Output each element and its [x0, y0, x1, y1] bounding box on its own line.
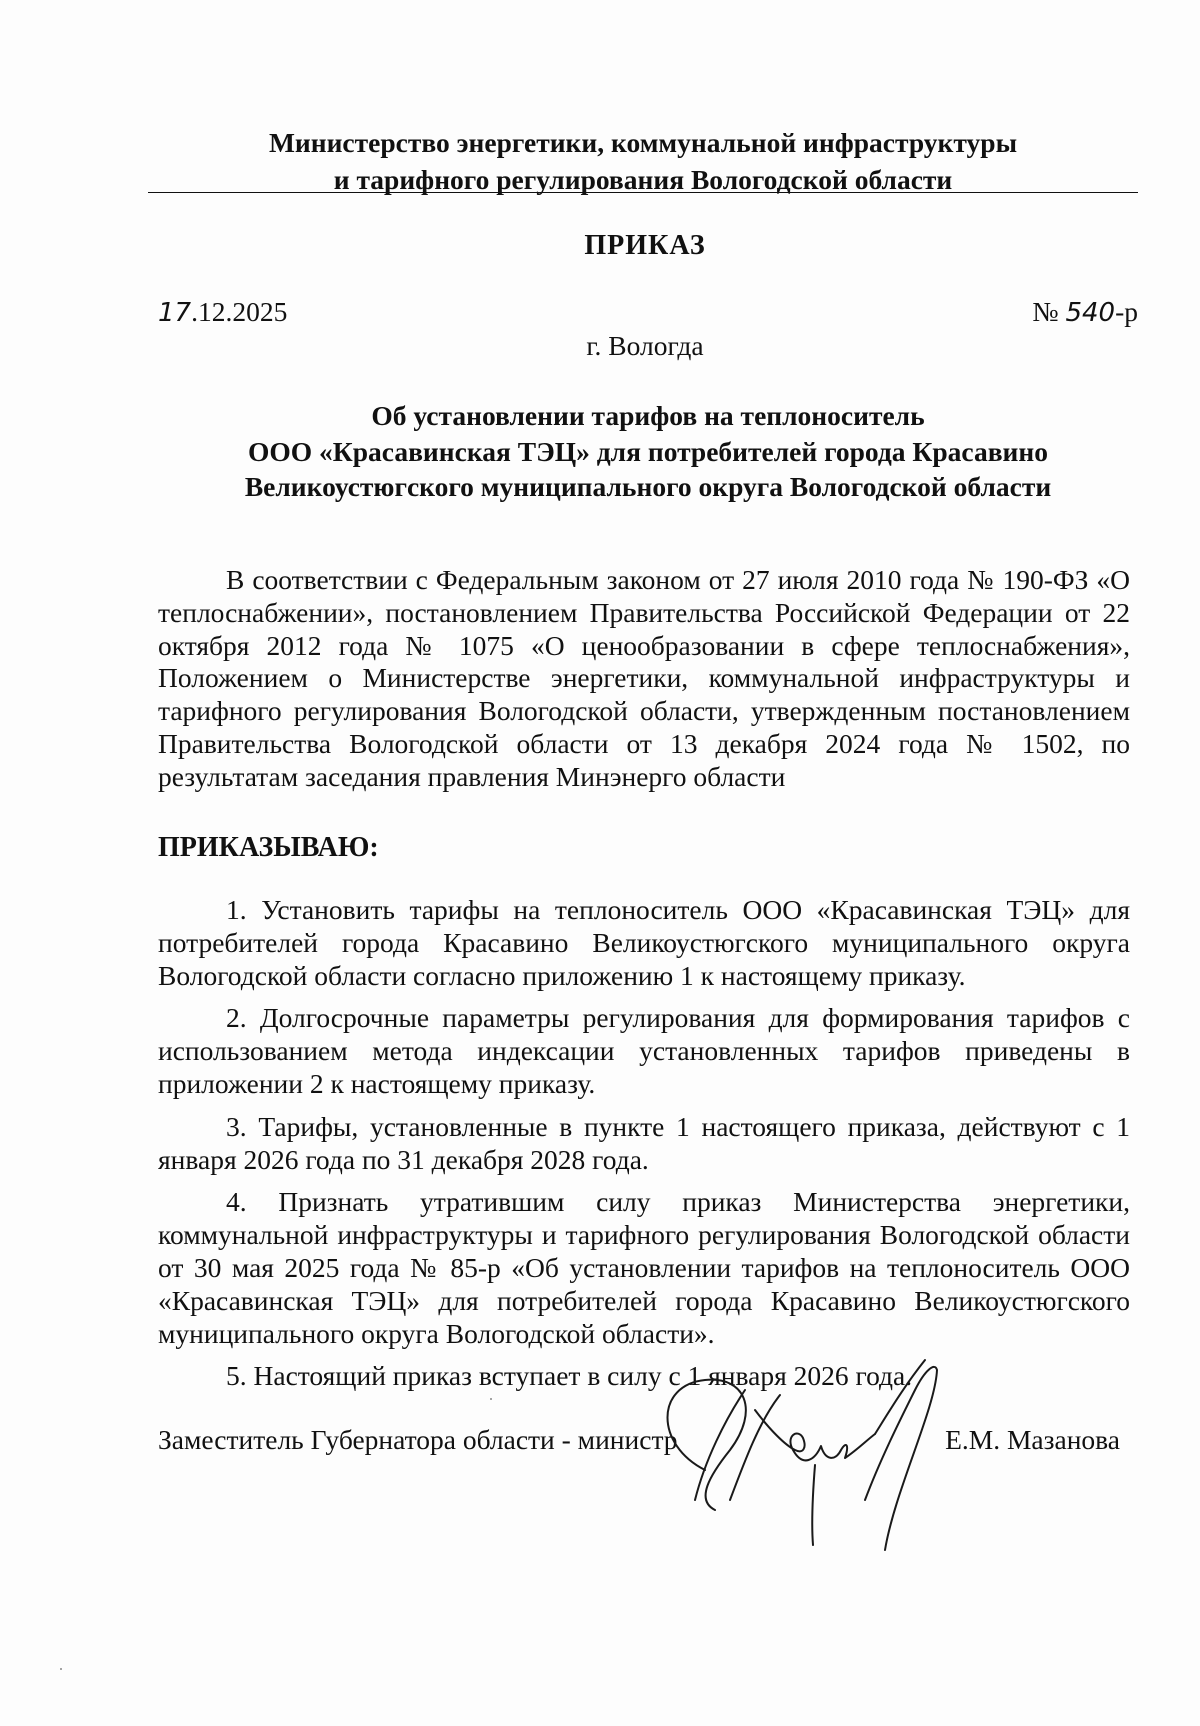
signature-stroke-4 — [875, 1360, 925, 1434]
order-item-1: 1. Установить тарифы на теплоноситель ООО «Красавинская ТЭЦ» для потребителей города Красавино Великоустюгского муниципального округа Вологодской области согласно приложению 1 к настоящему приказу. — [158, 894, 1130, 991]
city: г. Вологда — [586, 330, 704, 361]
signature-stroke-1 — [695, 1390, 745, 1500]
order-item-4: 4. Признать утратившим силу приказ Министерства энергетики, коммунальной инфраструктуры и тарифного регулирования Вологодской области от 30 мая 2025 года № 85-р «Об установлении тарифов на теплоноситель ООО «Красавинская ТЭЦ» для потребителей города Красавино Великоустюгского муниципального округа Вологодской области». — [158, 1186, 1130, 1349]
signer-role: Заместитель Губернатора области - министр — [158, 1424, 678, 1455]
document-date — [158, 296, 287, 328]
document-type: ПРИКАЗ — [584, 230, 706, 261]
title-line-1: Об установлении тарифов на теплоноситель — [371, 400, 925, 431]
document-title — [158, 398, 1138, 505]
number-suffix: -р — [1115, 296, 1138, 327]
order-item-5: 5. Настоящий приказ вступает в силу с 1 января 2026 года. — [226, 1360, 913, 1392]
title-line-3: Великоустюгского муниципального округа Вологодской области — [244, 471, 1052, 502]
date-rest: .12.2025 — [191, 296, 288, 327]
signature-stroke-3 — [755, 1410, 875, 1460]
handwritten-number: 540 — [1065, 298, 1116, 328]
issuer-line-2: и тарифного регулирования Вологодской области — [333, 164, 953, 195]
document-number — [1032, 296, 1138, 328]
order-items — [158, 894, 1130, 1403]
order-heading: ПРИКАЗЫВАЮ: — [158, 832, 379, 863]
title-line-2: ООО «Красавинская ТЭЦ» для потребителей города Красавино — [248, 435, 1048, 467]
number-prefix: № — [1032, 296, 1059, 327]
issuer-header — [148, 124, 1138, 198]
header-divider — [148, 192, 1138, 193]
issuer-line-1: Министерство энергетики, коммунальной инфраструктуры — [268, 127, 1018, 158]
order-item-2: 2. Долгосрочные параметры регулирования для формирования тарифов с использованием метода индексации установленных тарифов приведены в приложении 2 к настоящему приказу. — [158, 1002, 1130, 1099]
handwritten-day: 17 — [158, 298, 192, 328]
scan-speck — [490, 1398, 492, 1400]
signer-name: Е.М. Мазанова — [945, 1424, 1120, 1455]
handwritten-signature — [635, 1350, 965, 1560]
scan-speck — [60, 1668, 62, 1670]
order-item-3: 3. Тарифы, установленные в пункте 1 настоящего приказа, действуют с 1 января 2026 года по 31 декабря 2028 года. — [158, 1110, 1130, 1175]
signature-stroke-6 — [812, 1465, 815, 1545]
preamble-paragraph: В соответствии с Федеральным законом от 27 июля 2010 года № 190-ФЗ «О теплоснабжении», постановлением Правительства Российской Федерации от 22 октября 2012 года № 1075 «О ценообразовании в сфере теплоснабжения», Положением о Министерстве энергетики, коммунальной инфраструктуры и тарифного регулирования Вологодской области, утвержденным постановлением Правительства Вологодской области от 13 декабря 2024 года № 1502, по результатам заседания правления Минэнерго области — [158, 564, 1130, 792]
